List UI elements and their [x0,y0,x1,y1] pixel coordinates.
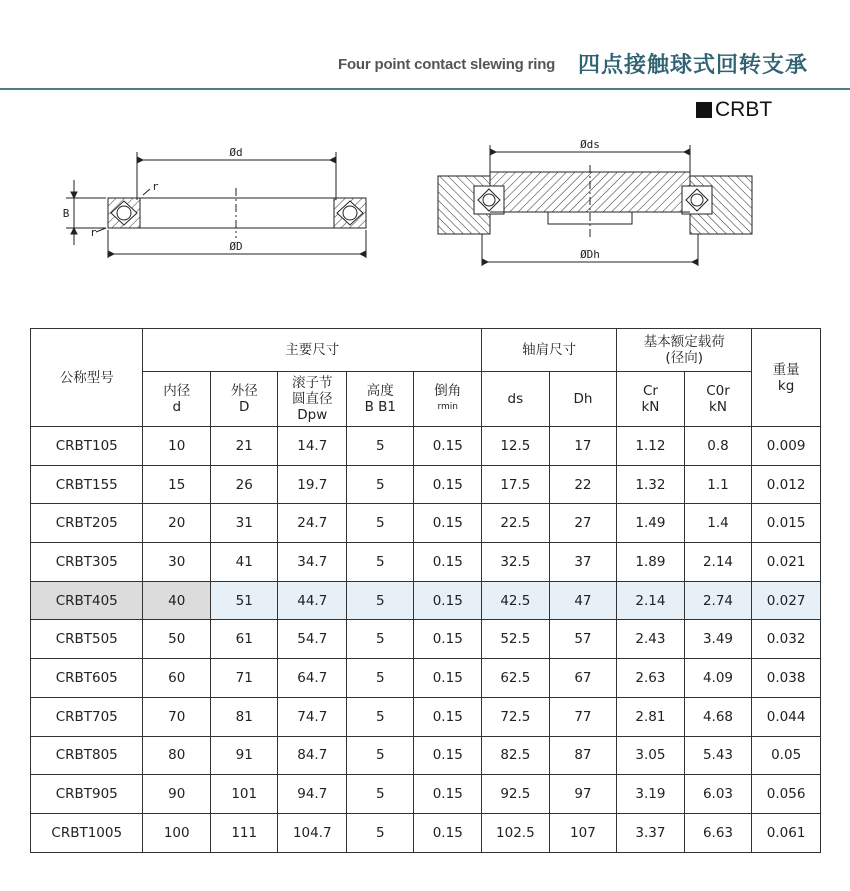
cell-D: 71 [210,659,277,698]
cell-B: 5 [347,659,414,698]
cell-Dpw: 24.7 [278,504,347,543]
cell-C0r: 2.14 [684,543,752,582]
cell-Cr: 1.49 [617,504,685,543]
cell-Cr: 1.32 [617,465,685,504]
cell-Dpw: 19.7 [278,465,347,504]
cell-D: 101 [210,775,277,814]
table-row [31,465,821,504]
cell-ds: 12.5 [482,427,550,466]
cell-ds: 17.5 [482,465,550,504]
cell-B: 5 [347,775,414,814]
cell-weight: 0.038 [752,659,821,698]
series-square-icon [696,102,712,118]
header-height-symbol: B B1 [364,399,396,415]
cell-Cr: 2.43 [617,620,685,659]
cell-Dh: 57 [549,620,616,659]
cell-weight: 0.009 [752,427,821,466]
cell-C0r: 6.03 [684,775,752,814]
header-group-load [617,329,752,372]
cell-rmin: 0.15 [414,813,482,852]
cell-rmin: 0.15 [414,504,482,543]
series-label [696,98,772,122]
cell-D: 111 [210,813,277,852]
header-Cr-unit: kN [641,399,660,415]
cell-Dpw: 44.7 [278,581,347,620]
cell-D: 91 [210,736,277,775]
cell-model: CRBT405 [31,581,143,620]
header-pitch-diameter-zh1: 滚子节 [292,375,333,391]
header-divider [0,88,850,90]
cell-D: 41 [210,543,277,582]
cell-model: CRBT605 [31,659,143,698]
header-group-load-title: 基本额定载荷 [643,334,725,350]
cell-weight: 0.044 [752,697,821,736]
cell-D: 31 [210,504,277,543]
table-row [31,697,821,736]
cell-ds: 32.5 [482,543,550,582]
cell-Dh: 107 [549,813,616,852]
header-pitch-diameter [278,372,347,427]
dim-B-label: B [62,207,70,220]
cell-model: CRBT805 [31,736,143,775]
cell-Cr: 1.12 [617,427,685,466]
cell-model: CRBT505 [31,620,143,659]
cell-Dh: 37 [549,543,616,582]
cell-B: 5 [347,465,414,504]
cell-rmin: 0.15 [414,659,482,698]
cell-rmin: 0.15 [414,581,482,620]
cell-d: 20 [143,504,210,543]
header-weight-zh: 重量 [772,361,800,378]
cell-C0r: 2.74 [684,581,752,620]
cell-weight: 0.027 [752,581,821,620]
header-weight [752,329,821,427]
cell-Cr: 3.05 [617,736,685,775]
cell-ds: 62.5 [482,659,550,698]
header-outer-diameter-symbol: D [239,399,250,415]
cell-B: 5 [347,697,414,736]
cell-rmin: 0.15 [414,697,482,736]
cell-Dh: 22 [549,465,616,504]
header-inner-diameter-zh: 内径 [163,383,191,399]
header-outer-diameter [210,372,277,427]
cell-Dpw: 94.7 [278,775,347,814]
cell-model: CRBT1005 [31,813,143,852]
cell-B: 5 [347,813,414,852]
cell-B: 5 [347,736,414,775]
header-Cr-symbol: Cr [642,383,658,399]
cell-Dh: 87 [549,736,616,775]
cell-D: 61 [210,620,277,659]
table-row [31,581,821,620]
cell-Cr: 2.14 [617,581,685,620]
cell-model: CRBT105 [31,427,143,466]
cell-d: 15 [143,465,210,504]
cell-d: 40 [143,581,210,620]
series-name: CRBT [715,98,773,121]
cell-rmin: 0.15 [414,620,482,659]
header-model: 公称型号 [31,329,143,427]
cell-C0r: 4.09 [684,659,752,698]
cell-C0r: 3.49 [684,620,752,659]
header-C0r-unit: kN [709,399,727,415]
cell-weight: 0.061 [752,813,821,852]
cell-D: 21 [210,427,277,466]
cell-d: 50 [143,620,210,659]
cell-C0r: 4.68 [684,697,752,736]
cell-B: 5 [347,427,414,466]
table-body [31,427,821,853]
dim-Dh-label: ØDh [580,248,600,261]
header-C0r-symbol: C0r [706,383,730,399]
cell-Cr: 2.81 [617,697,685,736]
cell-Cr: 3.37 [617,813,685,852]
cell-ds: 42.5 [482,581,550,620]
cell-weight: 0.032 [752,620,821,659]
cell-Dh: 47 [549,581,616,620]
cell-rmin: 0.15 [414,543,482,582]
table-row [31,504,821,543]
cell-C0r: 5.43 [684,736,752,775]
cell-C0r: 1.1 [684,465,752,504]
header-pitch-diameter-zh2: 圆直径 [292,391,333,407]
cell-d: 100 [143,813,210,852]
cell-D: 51 [210,581,277,620]
cell-weight: 0.015 [752,504,821,543]
table-row [31,736,821,775]
table-row [31,427,821,466]
radius-bottom-label: r [90,226,97,239]
cell-Dpw: 84.7 [278,736,347,775]
cell-Dh: 67 [549,659,616,698]
cell-weight: 0.056 [752,775,821,814]
cell-C0r: 0.8 [684,427,752,466]
header-pitch-diameter-symbol: Dpw [297,407,328,423]
header-chamfer-zh: 倒角 [434,383,462,399]
cell-d: 10 [143,427,210,466]
cell-ds: 82.5 [482,736,550,775]
header-inner-diameter [143,372,210,427]
page-header [0,0,850,92]
cell-B: 5 [347,581,414,620]
cell-d: 90 [143,775,210,814]
dim-D-label: ØD [229,240,243,253]
cell-weight: 0.021 [752,543,821,582]
cell-d: 70 [143,697,210,736]
cell-Cr: 3.19 [617,775,685,814]
table-row [31,659,821,698]
header-group-load-sub: (径向) [665,350,703,366]
cell-C0r: 6.63 [684,813,752,852]
cell-rmin: 0.15 [414,427,482,466]
title-english: Four point contact slewing ring [338,56,556,73]
cell-Dh: 17 [549,427,616,466]
header-chamfer [414,372,482,427]
header-chamfer-symbol: rmin [437,402,459,412]
cell-model: CRBT305 [31,543,143,582]
cell-ds: 22.5 [482,504,550,543]
cell-Dpw: 104.7 [278,813,347,852]
cell-Dpw: 14.7 [278,427,347,466]
cell-rmin: 0.15 [414,736,482,775]
table-row [31,543,821,582]
cell-B: 5 [347,504,414,543]
header-weight-unit: kg [777,377,795,394]
header-outer-diameter-zh: 外径 [230,383,258,399]
header-height-zh: 高度 [366,383,394,399]
table-row [31,620,821,659]
cell-d: 80 [143,736,210,775]
cell-Dh: 77 [549,697,616,736]
cell-rmin: 0.15 [414,465,482,504]
cell-Dh: 27 [549,504,616,543]
cell-model: CRBT205 [31,504,143,543]
cell-D: 81 [210,697,277,736]
cell-ds: 52.5 [482,620,550,659]
cell-ds: 92.5 [482,775,550,814]
cell-Dpw: 64.7 [278,659,347,698]
cell-d: 30 [143,543,210,582]
cell-model: CRBT155 [31,465,143,504]
cell-d: 60 [143,659,210,698]
dim-ds-label: Øds [580,138,600,151]
cell-Dpw: 74.7 [278,697,347,736]
cell-Dh: 97 [549,775,616,814]
dim-d-label: Ød [229,146,243,159]
table-row [31,813,821,852]
header-height [347,372,414,427]
cell-Dpw: 34.7 [278,543,347,582]
mounting-arrangement-drawing [438,138,752,266]
cell-D: 26 [210,465,277,504]
cell-Cr: 1.89 [617,543,685,582]
header-group-shoulder: 轴肩尺寸 [482,329,617,372]
header-Cr [617,372,685,427]
cell-B: 5 [347,620,414,659]
header-ds: ds [482,372,550,427]
bearing-section-drawing [63,146,366,258]
cell-weight: 0.05 [752,736,821,775]
header-inner-diameter-symbol: d [172,399,182,415]
cell-weight: 0.012 [752,465,821,504]
cell-model: CRBT705 [31,697,143,736]
table-row [31,775,821,814]
cell-rmin: 0.15 [414,775,482,814]
header-Dh: Dh [549,372,616,427]
technical-drawings [0,130,850,290]
cell-B: 5 [347,543,414,582]
cell-model: CRBT905 [31,775,143,814]
header-group-main: 主要尺寸 [143,329,482,372]
radius-top-label: r [152,180,159,193]
cell-Dpw: 54.7 [278,620,347,659]
header-C0r [684,372,752,427]
cell-C0r: 1.4 [684,504,752,543]
cell-ds: 72.5 [482,697,550,736]
cell-ds: 102.5 [482,813,550,852]
specification-table [30,328,821,853]
title-chinese: 四点接触球式回转支承 [578,52,809,77]
cell-Cr: 2.63 [617,659,685,698]
